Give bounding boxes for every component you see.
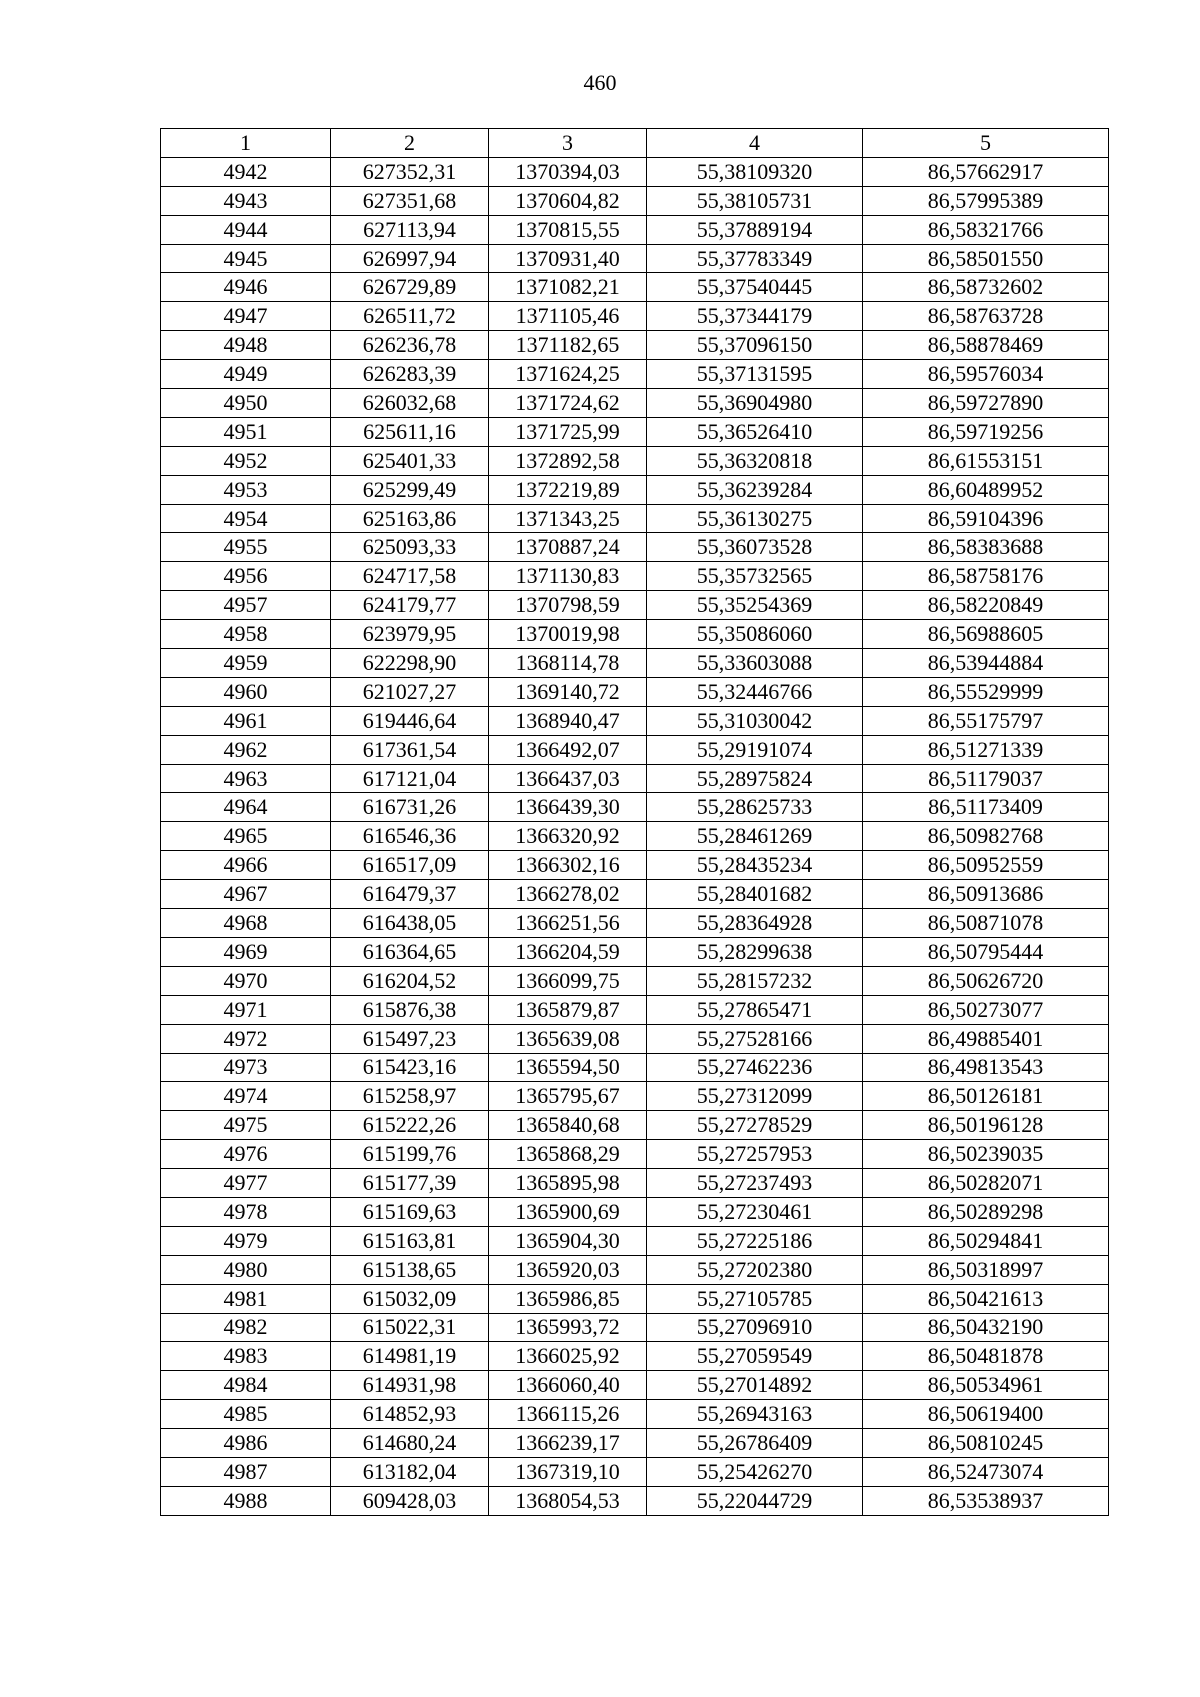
point-number-cell: 4943 [161, 186, 331, 215]
table-row [161, 1169, 1109, 1198]
y-coordinate-cell: 1370931,40 [489, 244, 647, 273]
latitude-cell: 55,27462236 [647, 1053, 863, 1082]
y-coordinate-cell: 1365895,98 [489, 1169, 647, 1198]
latitude-cell: 55,28364928 [647, 909, 863, 938]
y-coordinate-cell: 1367319,10 [489, 1457, 647, 1486]
point-number-cell: 4951 [161, 417, 331, 446]
table-row [161, 1111, 1109, 1140]
latitude-cell: 55,31030042 [647, 706, 863, 735]
table-row [161, 793, 1109, 822]
latitude-cell: 55,22044729 [647, 1486, 863, 1515]
table-row [161, 1226, 1109, 1255]
column-header-4: 4 [647, 129, 863, 158]
latitude-cell: 55,28435234 [647, 851, 863, 880]
latitude-cell: 55,27096910 [647, 1313, 863, 1342]
point-number-cell: 4970 [161, 966, 331, 995]
longitude-cell: 86,56988605 [863, 620, 1109, 649]
table-row [161, 215, 1109, 244]
latitude-cell: 55,25426270 [647, 1457, 863, 1486]
longitude-cell: 86,52473074 [863, 1457, 1109, 1486]
y-coordinate-cell: 1372892,58 [489, 446, 647, 475]
y-coordinate-cell: 1365868,29 [489, 1140, 647, 1169]
point-number-cell: 4978 [161, 1197, 331, 1226]
point-number-cell: 4987 [161, 1457, 331, 1486]
table-row [161, 1140, 1109, 1169]
table-row [161, 331, 1109, 360]
x-coordinate-cell: 615258,97 [331, 1082, 489, 1111]
table-row [161, 302, 1109, 331]
x-coordinate-cell: 624717,58 [331, 562, 489, 591]
point-number-cell: 4976 [161, 1140, 331, 1169]
latitude-cell: 55,37889194 [647, 215, 863, 244]
point-number-cell: 4975 [161, 1111, 331, 1140]
table-row [161, 244, 1109, 273]
x-coordinate-cell: 616438,05 [331, 909, 489, 938]
point-number-cell: 4972 [161, 1024, 331, 1053]
latitude-cell: 55,28461269 [647, 822, 863, 851]
point-number-cell: 4960 [161, 677, 331, 706]
x-coordinate-cell: 615022,31 [331, 1313, 489, 1342]
longitude-cell: 86,58878469 [863, 331, 1109, 360]
latitude-cell: 55,28975824 [647, 764, 863, 793]
point-number-cell: 4968 [161, 909, 331, 938]
point-number-cell: 4966 [161, 851, 331, 880]
x-coordinate-cell: 615177,39 [331, 1169, 489, 1198]
x-coordinate-cell: 614931,98 [331, 1371, 489, 1400]
latitude-cell: 55,28157232 [647, 966, 863, 995]
x-coordinate-cell: 626236,78 [331, 331, 489, 360]
table-row [161, 1342, 1109, 1371]
point-number-cell: 4977 [161, 1169, 331, 1198]
longitude-cell: 86,50534961 [863, 1371, 1109, 1400]
longitude-cell: 86,60489952 [863, 475, 1109, 504]
x-coordinate-cell: 625401,33 [331, 446, 489, 475]
latitude-cell: 55,32446766 [647, 677, 863, 706]
coordinates-table [160, 128, 1109, 1516]
x-coordinate-cell: 625299,49 [331, 475, 489, 504]
latitude-cell: 55,27237493 [647, 1169, 863, 1198]
table-row [161, 562, 1109, 591]
latitude-cell: 55,26943163 [647, 1400, 863, 1429]
latitude-cell: 55,26786409 [647, 1429, 863, 1458]
point-number-cell: 4965 [161, 822, 331, 851]
latitude-cell: 55,27230461 [647, 1197, 863, 1226]
x-coordinate-cell: 617121,04 [331, 764, 489, 793]
point-number-cell: 4952 [161, 446, 331, 475]
x-coordinate-cell: 616204,52 [331, 966, 489, 995]
point-number-cell: 4984 [161, 1371, 331, 1400]
x-coordinate-cell: 627352,31 [331, 157, 489, 186]
point-number-cell: 4964 [161, 793, 331, 822]
y-coordinate-cell: 1370394,03 [489, 157, 647, 186]
table-row [161, 186, 1109, 215]
longitude-cell: 86,58732602 [863, 273, 1109, 302]
y-coordinate-cell: 1371725,99 [489, 417, 647, 446]
latitude-cell: 55,37096150 [647, 331, 863, 360]
y-coordinate-cell: 1371130,83 [489, 562, 647, 591]
longitude-cell: 86,50952559 [863, 851, 1109, 880]
longitude-cell: 86,50871078 [863, 909, 1109, 938]
point-number-cell: 4967 [161, 880, 331, 909]
x-coordinate-cell: 614852,93 [331, 1400, 489, 1429]
y-coordinate-cell: 1366060,40 [489, 1371, 647, 1400]
y-coordinate-cell: 1370815,55 [489, 215, 647, 244]
point-number-cell: 4958 [161, 620, 331, 649]
point-number-cell: 4954 [161, 504, 331, 533]
longitude-cell: 86,51179037 [863, 764, 1109, 793]
latitude-cell: 55,36130275 [647, 504, 863, 533]
x-coordinate-cell: 619446,64 [331, 706, 489, 735]
table-row [161, 966, 1109, 995]
latitude-cell: 55,27014892 [647, 1371, 863, 1400]
point-number-cell: 4946 [161, 273, 331, 302]
table-row [161, 735, 1109, 764]
y-coordinate-cell: 1366025,92 [489, 1342, 647, 1371]
table-row [161, 937, 1109, 966]
longitude-cell: 86,50289298 [863, 1197, 1109, 1226]
table-row [161, 909, 1109, 938]
x-coordinate-cell: 615423,16 [331, 1053, 489, 1082]
point-number-cell: 4971 [161, 995, 331, 1024]
latitude-cell: 55,38105731 [647, 186, 863, 215]
point-number-cell: 4973 [161, 1053, 331, 1082]
y-coordinate-cell: 1365795,67 [489, 1082, 647, 1111]
x-coordinate-cell: 617361,54 [331, 735, 489, 764]
table-row [161, 157, 1109, 186]
table-row [161, 620, 1109, 649]
latitude-cell: 55,27059549 [647, 1342, 863, 1371]
table-row [161, 1457, 1109, 1486]
x-coordinate-cell: 615497,23 [331, 1024, 489, 1053]
y-coordinate-cell: 1365639,08 [489, 1024, 647, 1053]
point-number-cell: 4962 [161, 735, 331, 764]
longitude-cell: 86,59104396 [863, 504, 1109, 533]
table-row [161, 851, 1109, 880]
point-number-cell: 4979 [161, 1226, 331, 1255]
longitude-cell: 86,57662917 [863, 157, 1109, 186]
x-coordinate-cell: 626283,39 [331, 360, 489, 389]
latitude-cell: 55,36320818 [647, 446, 863, 475]
point-number-cell: 4963 [161, 764, 331, 793]
table-row [161, 475, 1109, 504]
latitude-cell: 55,36239284 [647, 475, 863, 504]
longitude-cell: 86,61553151 [863, 446, 1109, 475]
longitude-cell: 86,50481878 [863, 1342, 1109, 1371]
y-coordinate-cell: 1371343,25 [489, 504, 647, 533]
x-coordinate-cell: 616731,26 [331, 793, 489, 822]
table-row [161, 1255, 1109, 1284]
y-coordinate-cell: 1366204,59 [489, 937, 647, 966]
longitude-cell: 86,50619400 [863, 1400, 1109, 1429]
y-coordinate-cell: 1365920,03 [489, 1255, 647, 1284]
latitude-cell: 55,27528166 [647, 1024, 863, 1053]
y-coordinate-cell: 1366251,56 [489, 909, 647, 938]
x-coordinate-cell: 625093,33 [331, 533, 489, 562]
longitude-cell: 86,50239035 [863, 1140, 1109, 1169]
y-coordinate-cell: 1368114,78 [489, 649, 647, 678]
y-coordinate-cell: 1371082,21 [489, 273, 647, 302]
longitude-cell: 86,50626720 [863, 966, 1109, 995]
longitude-cell: 86,59727890 [863, 389, 1109, 418]
longitude-cell: 86,58763728 [863, 302, 1109, 331]
x-coordinate-cell: 615138,65 [331, 1255, 489, 1284]
longitude-cell: 86,50126181 [863, 1082, 1109, 1111]
y-coordinate-cell: 1365986,85 [489, 1284, 647, 1313]
page-number: 460 [583, 70, 617, 95]
table-row [161, 417, 1109, 446]
longitude-cell: 86,58220849 [863, 591, 1109, 620]
point-number-cell: 4944 [161, 215, 331, 244]
table-row [161, 1371, 1109, 1400]
latitude-cell: 55,37344179 [647, 302, 863, 331]
point-number-cell: 4948 [161, 331, 331, 360]
latitude-cell: 55,35254369 [647, 591, 863, 620]
x-coordinate-cell: 613182,04 [331, 1457, 489, 1486]
table-row [161, 1486, 1109, 1515]
y-coordinate-cell: 1366278,02 [489, 880, 647, 909]
y-coordinate-cell: 1366115,26 [489, 1400, 647, 1429]
latitude-cell: 55,35086060 [647, 620, 863, 649]
longitude-cell: 86,50810245 [863, 1429, 1109, 1458]
latitude-cell: 55,37131595 [647, 360, 863, 389]
column-header-1: 1 [161, 129, 331, 158]
table-row [161, 822, 1109, 851]
longitude-cell: 86,50432190 [863, 1313, 1109, 1342]
y-coordinate-cell: 1370798,59 [489, 591, 647, 620]
x-coordinate-cell: 625611,16 [331, 417, 489, 446]
longitude-cell: 86,58321766 [863, 215, 1109, 244]
x-coordinate-cell: 616517,09 [331, 851, 489, 880]
longitude-cell: 86,50982768 [863, 822, 1109, 851]
latitude-cell: 55,28401682 [647, 880, 863, 909]
latitude-cell: 55,27278529 [647, 1111, 863, 1140]
longitude-cell: 86,55529999 [863, 677, 1109, 706]
point-number-cell: 4988 [161, 1486, 331, 1515]
y-coordinate-cell: 1371182,65 [489, 331, 647, 360]
table-row [161, 533, 1109, 562]
y-coordinate-cell: 1366437,03 [489, 764, 647, 793]
point-number-cell: 4969 [161, 937, 331, 966]
table-row [161, 360, 1109, 389]
latitude-cell: 55,37540445 [647, 273, 863, 302]
longitude-cell: 86,58758176 [863, 562, 1109, 591]
y-coordinate-cell: 1368054,53 [489, 1486, 647, 1515]
latitude-cell: 55,27257953 [647, 1140, 863, 1169]
longitude-cell: 86,49885401 [863, 1024, 1109, 1053]
latitude-cell: 55,35732565 [647, 562, 863, 591]
latitude-cell: 55,27225186 [647, 1226, 863, 1255]
x-coordinate-cell: 616546,36 [331, 822, 489, 851]
x-coordinate-cell: 622298,90 [331, 649, 489, 678]
table-row [161, 1082, 1109, 1111]
x-coordinate-cell: 615032,09 [331, 1284, 489, 1313]
longitude-cell: 86,50421613 [863, 1284, 1109, 1313]
x-coordinate-cell: 623979,95 [331, 620, 489, 649]
latitude-cell: 55,28299638 [647, 937, 863, 966]
table-row [161, 389, 1109, 418]
x-coordinate-cell: 626511,72 [331, 302, 489, 331]
table-row [161, 649, 1109, 678]
table-row [161, 677, 1109, 706]
x-coordinate-cell: 626729,89 [331, 273, 489, 302]
point-number-cell: 4981 [161, 1284, 331, 1313]
y-coordinate-cell: 1365594,50 [489, 1053, 647, 1082]
point-number-cell: 4949 [161, 360, 331, 389]
longitude-cell: 86,59719256 [863, 417, 1109, 446]
longitude-cell: 86,50318997 [863, 1255, 1109, 1284]
latitude-cell: 55,27202380 [647, 1255, 863, 1284]
table-row [161, 1053, 1109, 1082]
longitude-cell: 86,50273077 [863, 995, 1109, 1024]
y-coordinate-cell: 1365840,68 [489, 1111, 647, 1140]
longitude-cell: 86,50795444 [863, 937, 1109, 966]
y-coordinate-cell: 1370604,82 [489, 186, 647, 215]
x-coordinate-cell: 614680,24 [331, 1429, 489, 1458]
table-row [161, 764, 1109, 793]
table-row [161, 446, 1109, 475]
latitude-cell: 55,27105785 [647, 1284, 863, 1313]
latitude-cell: 55,37783349 [647, 244, 863, 273]
x-coordinate-cell: 615169,63 [331, 1197, 489, 1226]
x-coordinate-cell: 615876,38 [331, 995, 489, 1024]
point-number-cell: 4953 [161, 475, 331, 504]
y-coordinate-cell: 1366492,07 [489, 735, 647, 764]
x-coordinate-cell: 621027,27 [331, 677, 489, 706]
x-coordinate-cell: 616364,65 [331, 937, 489, 966]
table-row [161, 995, 1109, 1024]
latitude-cell: 55,29191074 [647, 735, 863, 764]
column-header-2: 2 [331, 129, 489, 158]
table-row [161, 273, 1109, 302]
latitude-cell: 55,28625733 [647, 793, 863, 822]
point-number-cell: 4956 [161, 562, 331, 591]
point-number-cell: 4959 [161, 649, 331, 678]
point-number-cell: 4980 [161, 1255, 331, 1284]
latitude-cell: 55,36904980 [647, 389, 863, 418]
y-coordinate-cell: 1372219,89 [489, 475, 647, 504]
longitude-cell: 86,58501550 [863, 244, 1109, 273]
y-coordinate-cell: 1368940,47 [489, 706, 647, 735]
point-number-cell: 4942 [161, 157, 331, 186]
longitude-cell: 86,58383688 [863, 533, 1109, 562]
point-number-cell: 4985 [161, 1400, 331, 1429]
y-coordinate-cell: 1365900,69 [489, 1197, 647, 1226]
longitude-cell: 86,51173409 [863, 793, 1109, 822]
x-coordinate-cell: 615199,76 [331, 1140, 489, 1169]
point-number-cell: 4957 [161, 591, 331, 620]
y-coordinate-cell: 1371624,25 [489, 360, 647, 389]
longitude-cell: 86,51271339 [863, 735, 1109, 764]
point-number-cell: 4974 [161, 1082, 331, 1111]
latitude-cell: 55,38109320 [647, 157, 863, 186]
point-number-cell: 4947 [161, 302, 331, 331]
x-coordinate-cell: 624179,77 [331, 591, 489, 620]
y-coordinate-cell: 1366302,16 [489, 851, 647, 880]
point-number-cell: 4986 [161, 1429, 331, 1458]
column-header-5: 5 [863, 129, 1109, 158]
table-row [161, 880, 1109, 909]
x-coordinate-cell: 614981,19 [331, 1342, 489, 1371]
x-coordinate-cell: 627113,94 [331, 215, 489, 244]
y-coordinate-cell: 1365904,30 [489, 1226, 647, 1255]
table-row [161, 1284, 1109, 1313]
longitude-cell: 86,55175797 [863, 706, 1109, 735]
y-coordinate-cell: 1366320,92 [489, 822, 647, 851]
longitude-cell: 86,49813543 [863, 1053, 1109, 1082]
latitude-cell: 55,27865471 [647, 995, 863, 1024]
x-coordinate-cell: 615163,81 [331, 1226, 489, 1255]
point-number-cell: 4961 [161, 706, 331, 735]
y-coordinate-cell: 1366239,17 [489, 1429, 647, 1458]
latitude-cell: 55,36526410 [647, 417, 863, 446]
point-number-cell: 4945 [161, 244, 331, 273]
x-coordinate-cell: 626032,68 [331, 389, 489, 418]
table-body [161, 157, 1109, 1515]
latitude-cell: 55,27312099 [647, 1082, 863, 1111]
table-row [161, 1429, 1109, 1458]
y-coordinate-cell: 1371724,62 [489, 389, 647, 418]
table-row [161, 1400, 1109, 1429]
point-number-cell: 4950 [161, 389, 331, 418]
x-coordinate-cell: 609428,03 [331, 1486, 489, 1515]
x-coordinate-cell: 625163,86 [331, 504, 489, 533]
y-coordinate-cell: 1366099,75 [489, 966, 647, 995]
x-coordinate-cell: 626997,94 [331, 244, 489, 273]
y-coordinate-cell: 1371105,46 [489, 302, 647, 331]
table-row [161, 1024, 1109, 1053]
longitude-cell: 86,50294841 [863, 1226, 1109, 1255]
table-row [161, 1197, 1109, 1226]
table-row [161, 591, 1109, 620]
x-coordinate-cell: 627351,68 [331, 186, 489, 215]
longitude-cell: 86,53538937 [863, 1486, 1109, 1515]
longitude-cell: 86,57995389 [863, 186, 1109, 215]
table-header-row [161, 129, 1109, 158]
longitude-cell: 86,59576034 [863, 360, 1109, 389]
latitude-cell: 55,33603088 [647, 649, 863, 678]
table-row [161, 504, 1109, 533]
y-coordinate-cell: 1370019,98 [489, 620, 647, 649]
longitude-cell: 86,50196128 [863, 1111, 1109, 1140]
longitude-cell: 86,53944884 [863, 649, 1109, 678]
y-coordinate-cell: 1370887,24 [489, 533, 647, 562]
y-coordinate-cell: 1365993,72 [489, 1313, 647, 1342]
y-coordinate-cell: 1369140,72 [489, 677, 647, 706]
table-row [161, 706, 1109, 735]
x-coordinate-cell: 616479,37 [331, 880, 489, 909]
point-number-cell: 4955 [161, 533, 331, 562]
y-coordinate-cell: 1365879,87 [489, 995, 647, 1024]
x-coordinate-cell: 615222,26 [331, 1111, 489, 1140]
longitude-cell: 86,50913686 [863, 880, 1109, 909]
point-number-cell: 4982 [161, 1313, 331, 1342]
point-number-cell: 4983 [161, 1342, 331, 1371]
latitude-cell: 55,36073528 [647, 533, 863, 562]
table-row [161, 1313, 1109, 1342]
longitude-cell: 86,50282071 [863, 1169, 1109, 1198]
y-coordinate-cell: 1366439,30 [489, 793, 647, 822]
column-header-3: 3 [489, 129, 647, 158]
